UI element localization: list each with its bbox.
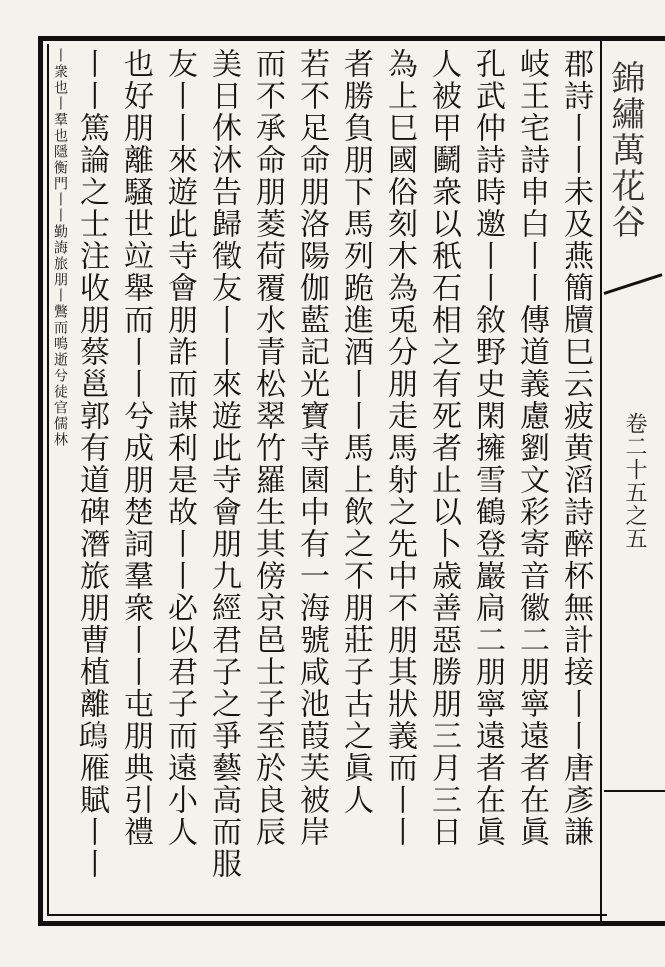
text-column: 友丨丨來遊此寺會朋詐而謀利是故丨丨必以君子而遠小人	[162, 48, 197, 848]
text-column: 郡詩丨丨未及燕簡牘巳云疲黄滔詩醉杯無計接丨丨唐彥謙	[558, 48, 593, 848]
frame-left-rule	[38, 36, 43, 926]
text-column: 美日休沐告歸徵友丨丨來遊此寺會朋九經君子之爭藝高而服	[206, 48, 241, 880]
text-column: 也好朋離騷世竝舉而丨丨兮成朋楚詞羣衆丨丨屯朋典引禮	[118, 48, 153, 848]
book-title: 錦繡萬花谷	[605, 60, 645, 240]
inner-bottom-rule	[47, 914, 607, 916]
frame-top-rule	[38, 36, 665, 41]
frame-bottom-rule	[38, 921, 665, 926]
juan-number: 卷二十五之五	[622, 412, 647, 550]
text-column: 為上巳國俗刻木為兎分朋走馬射之先中不朋其狀義而丨丨	[382, 48, 417, 848]
text-column: 若不足命朋洛陽伽藍記光寶寺園中有一海號咸池葭芙被岸	[294, 48, 329, 848]
text-column: 丨丨篤論之士注收朋蔡邕郭有道碑潛旅朋曹植離𩿨雁賦丨丨	[74, 48, 109, 880]
text-column: 人被甲鬬衆以秖石相之有死者止以卜歳善惡勝朋三月三日	[426, 48, 461, 848]
text-column: 孔武仲詩時邀丨丨敘野史閑擁雪鶴登巖扃二朋寧遠者在眞	[470, 48, 505, 848]
text-column: 丨衆也丨羣也隱衡門丨丨勤誨旅朋丨鷩而鳴逝兮徒官儒林	[52, 48, 68, 448]
text-column: 者勝負朋下馬列跪進酒丨丨馬上飲之不朋莊子古之眞人	[338, 48, 373, 816]
inner-left-rule	[47, 44, 49, 916]
text-column: 岐王宅詩申白丨丨傳道義慮劉文彩寄音徽二朋寧遠者在眞	[514, 48, 549, 848]
fishtail-bottom-mark	[604, 790, 665, 792]
text-column: 而不承命朋菱荷覆水青松翠竹羅生其傍京邑士子至於良辰	[250, 48, 285, 848]
